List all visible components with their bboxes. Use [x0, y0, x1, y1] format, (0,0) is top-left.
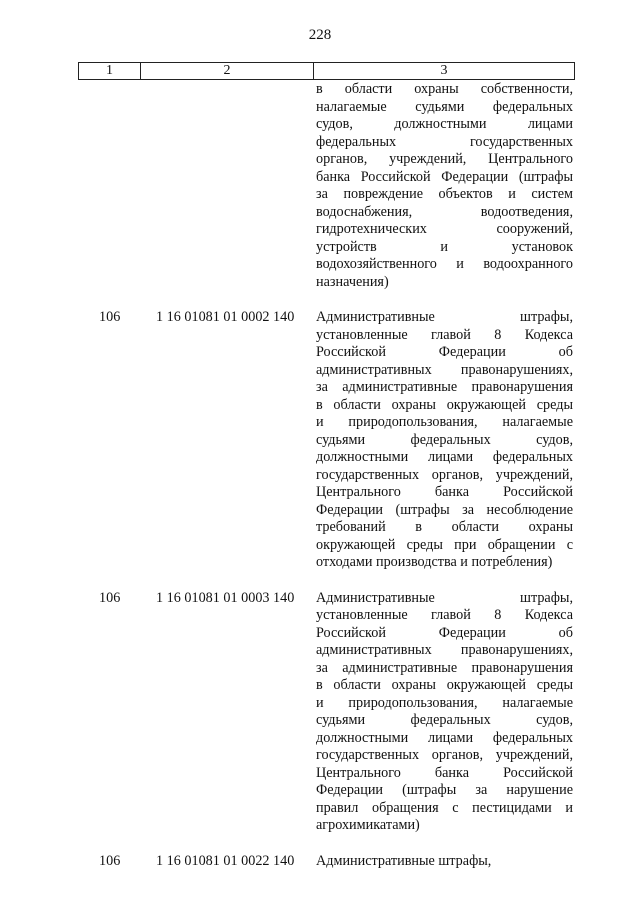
description-line: устройств и установок	[316, 238, 573, 255]
description-cell	[316, 853, 573, 871]
description-line: банка Российской Федерации (штрафы	[316, 168, 573, 185]
description-line: должностными лицами федеральных	[316, 729, 573, 746]
description-line: судьями федеральных судов,	[316, 712, 573, 728]
admin-code-cell: 106	[99, 589, 121, 606]
description-line: за административные правонарушения	[316, 379, 573, 395]
description-line: Центрального банка Российской	[316, 484, 573, 500]
description-line: Федерации (штрафы за нарушение	[316, 782, 573, 798]
description-line: федеральных государственных	[316, 133, 573, 150]
description-line: налагаемые судьями федеральных	[316, 98, 573, 115]
description-line: окружающей среды при обращении с	[316, 536, 573, 553]
column-header-1: 1	[79, 63, 141, 79]
description-cell	[316, 309, 573, 572]
description-line: назначения)	[316, 273, 389, 290]
budget-code-cell: 1 16 01081 01 0002 140	[156, 309, 295, 325]
description-line: государственных органов, учреждений,	[316, 466, 573, 483]
column-header-3: 3	[440, 63, 448, 78]
table-body	[0, 81, 640, 870]
description-line: в области охраны окружающей среды	[316, 677, 573, 693]
description-line: административных правонарушениях,	[316, 642, 573, 658]
page-number: 228	[308, 27, 332, 43]
description-line: должностными лицами федеральных	[316, 449, 573, 465]
description-line: агрохимикатами)	[316, 817, 420, 833]
budget-code-cell: 1 16 01081 01 0003 140	[156, 589, 295, 606]
description-line: водоснабжения, водоотведения,	[316, 203, 573, 220]
description-line: в области охраны собственности,	[316, 81, 573, 97]
description-line: требований в области охраны	[316, 519, 573, 535]
description-line: Федерации (штрафы за несоблюдение	[316, 501, 573, 518]
description-line: в области охраны окружающей среды	[316, 396, 573, 413]
table-row	[0, 853, 640, 871]
description-line: Центрального банка Российской	[316, 764, 573, 781]
admin-code-cell: 106	[99, 852, 121, 869]
description-line: водохозяйственного и водоохранного	[316, 256, 573, 272]
description-line: Административные штрафы,	[316, 852, 492, 869]
description-line: государственных органов, учреждений,	[316, 747, 573, 763]
table-row	[0, 81, 640, 291]
column-header-2: 2	[141, 63, 314, 79]
description-line: административных правонарушениях,	[316, 361, 573, 378]
row-spacer	[0, 291, 640, 309]
table-header	[78, 62, 575, 80]
description-line: и природопользования, налагаемые	[316, 694, 573, 711]
description-line: отходами производства и потребления)	[316, 554, 553, 570]
row-spacer	[0, 835, 640, 853]
description-line: установленные главой 8 Кодекса	[316, 607, 573, 623]
description-line: за повреждение объектов и систем	[316, 186, 573, 202]
description-line: установленные главой 8 Кодекса	[316, 326, 573, 343]
row-spacer	[0, 572, 640, 590]
table-row	[0, 309, 640, 572]
description-line: правил обращения с пестицидами и	[316, 799, 573, 816]
description-cell	[316, 81, 573, 291]
description-line: Российской Федерации об	[316, 624, 573, 641]
description-line: и природопользования, налагаемые	[316, 414, 573, 430]
description-line: судов, должностными лицами	[316, 116, 573, 132]
description-cell	[316, 590, 573, 835]
description-line: Российской Федерации об	[316, 344, 573, 360]
admin-code-cell: 106	[99, 309, 121, 325]
description-line: органов, учреждений, Центрального	[316, 151, 573, 167]
description-line: Административные штрафы,	[316, 309, 573, 325]
description-line: за административные правонарушения	[316, 659, 573, 676]
description-line: гидротехнических сооружений,	[316, 221, 573, 237]
description-line: судьями федеральных судов,	[316, 431, 573, 448]
budget-code-cell: 1 16 01081 01 0022 140	[156, 852, 295, 869]
table-row	[0, 590, 640, 835]
description-line: Административные штрафы,	[316, 589, 573, 606]
